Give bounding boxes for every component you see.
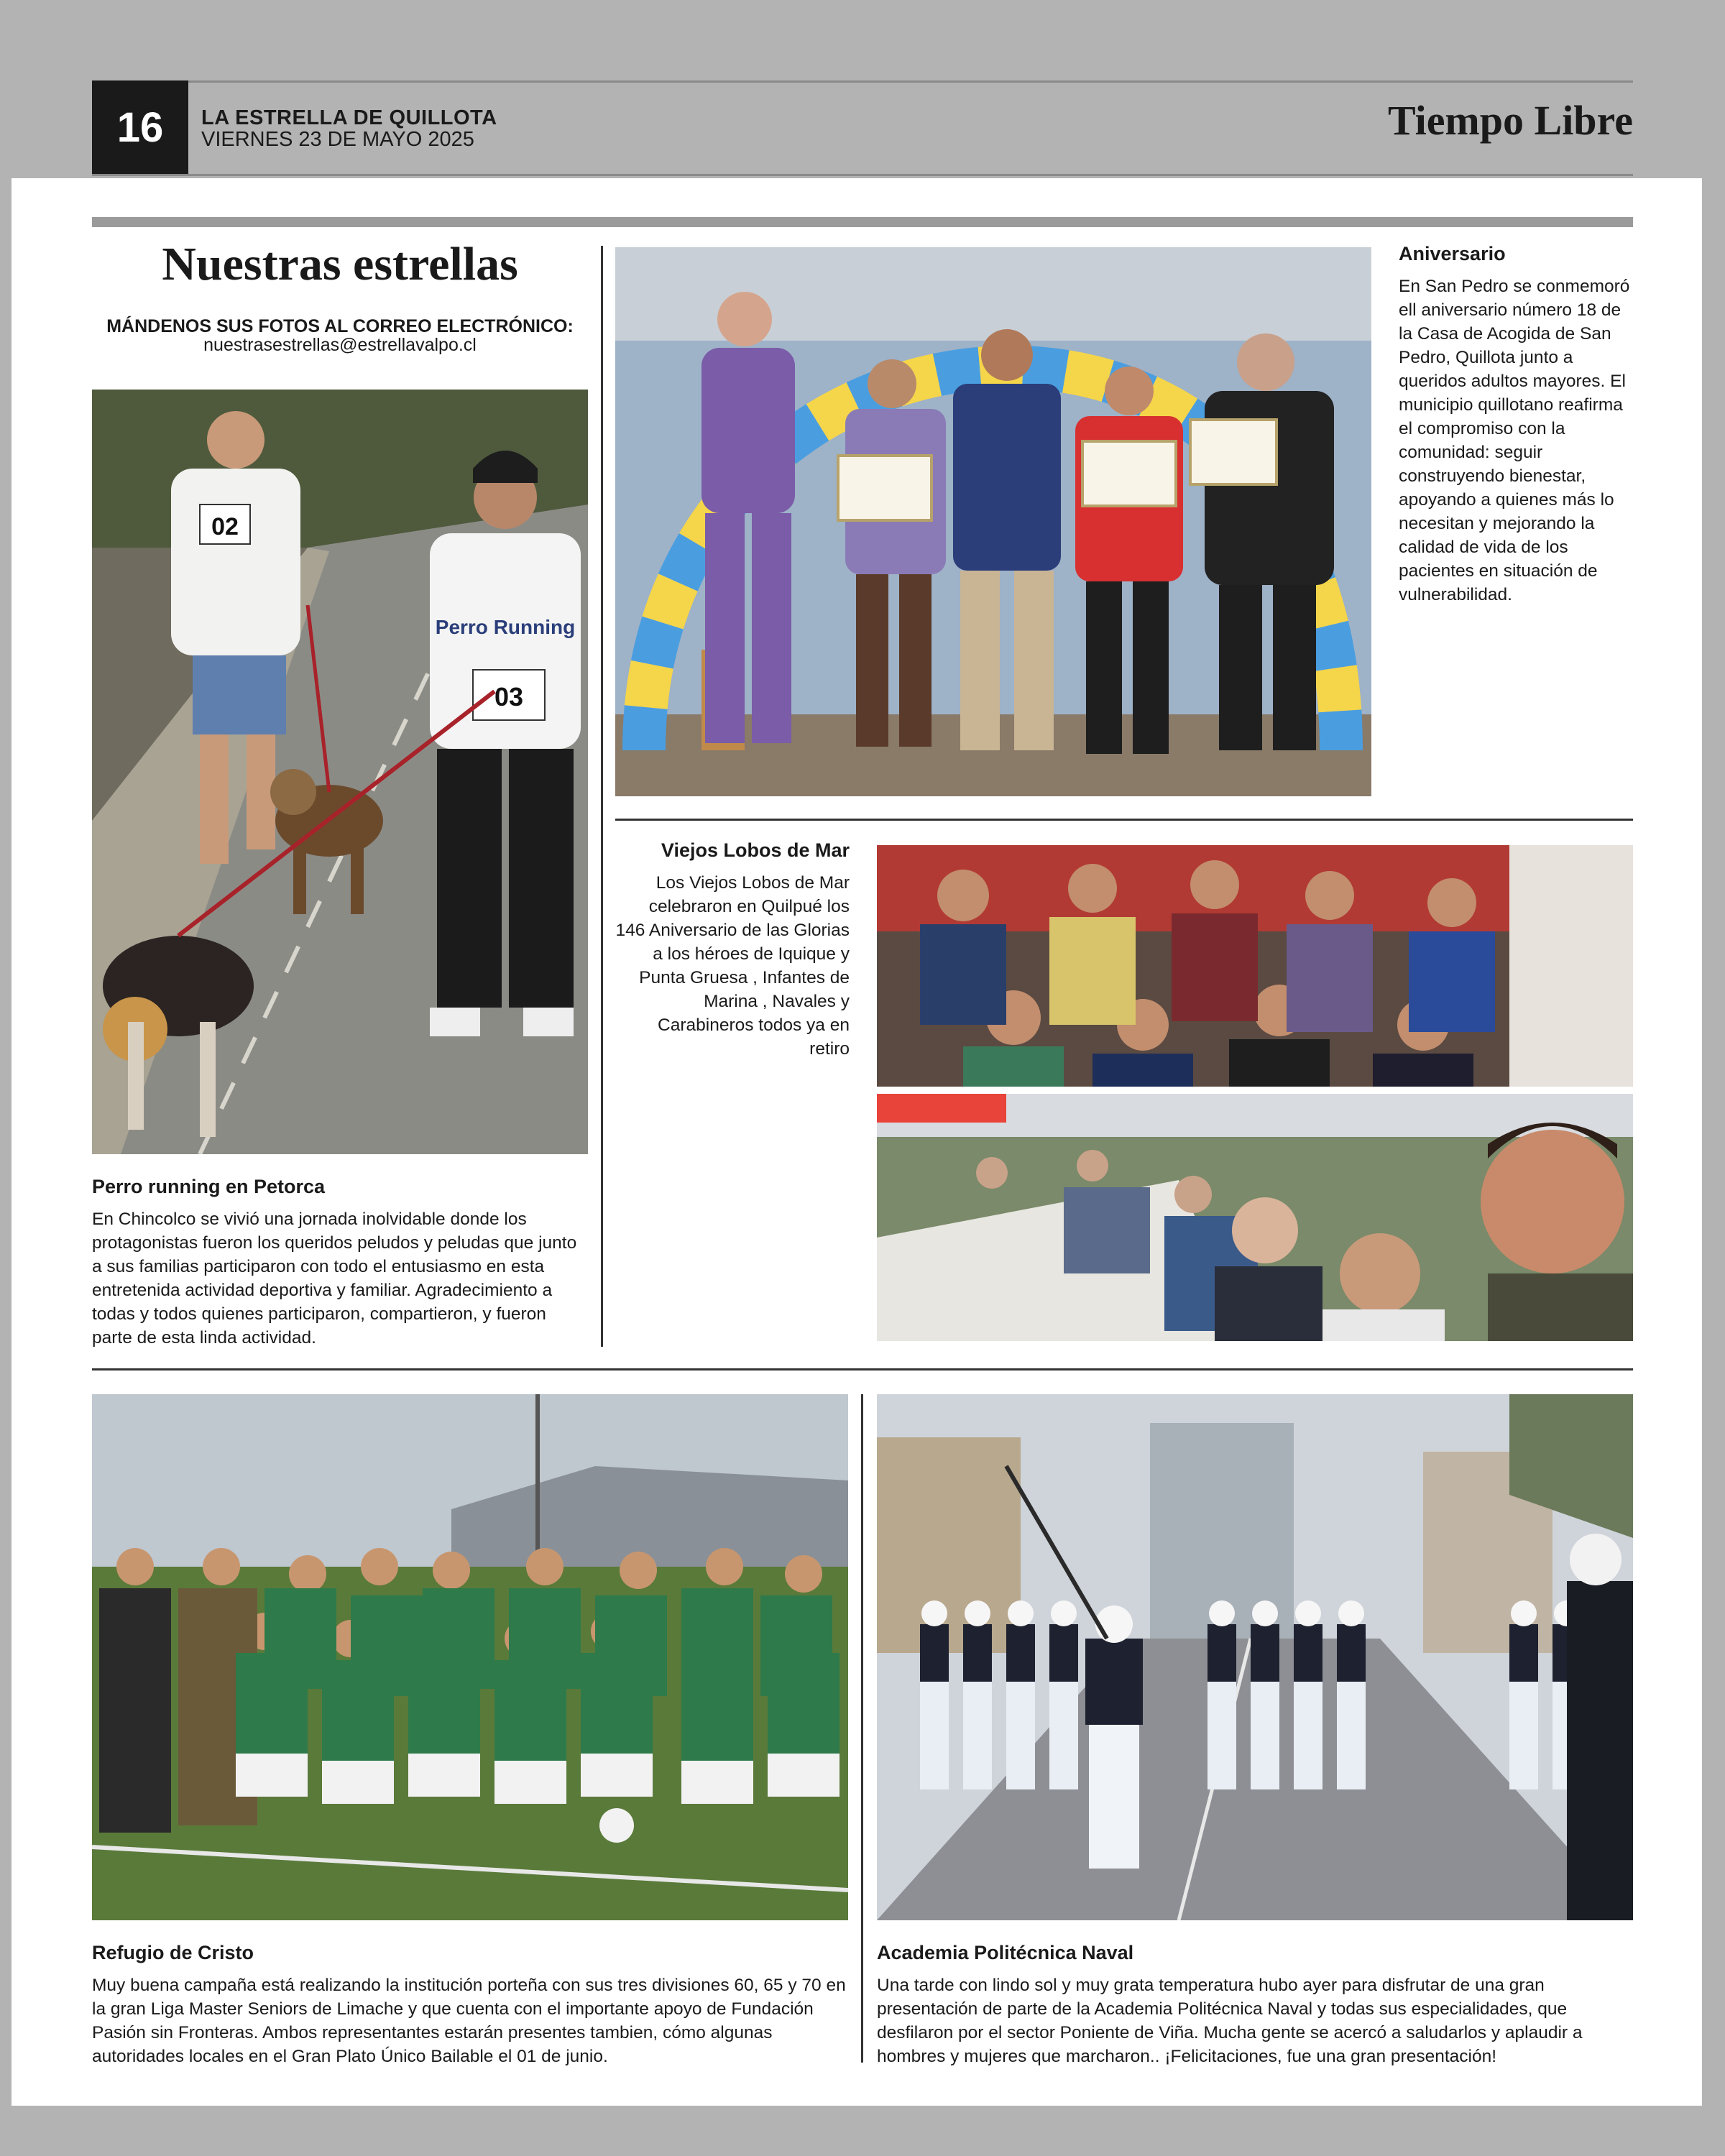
photo-academia	[877, 1394, 1633, 1920]
photo-lobos-table	[877, 1094, 1633, 1341]
divider-upper-lower	[92, 1368, 1633, 1370]
body-academia: Una tarde con lindo sol y muy grata temperatura hubo ayer para disfrutar de una gran presentación de parte de la Academia Politécnica Naval y todas sus especialidades, que desfilaron por el sector Poniente de Viña. Mucha gente se acercó a saludarlos y aplaudir a hombres y mujeres que marcharon.. ¡Felicitaciones, fue una gran presentación!	[877, 1976, 1583, 2066]
column-divider-bottom	[861, 1394, 863, 2063]
headline-academia: Academia Politécnica Naval	[877, 1942, 1134, 1963]
column-divider-left	[601, 246, 603, 1347]
page-number: 16	[92, 80, 188, 174]
shirt-text: Perro Running	[435, 616, 576, 638]
headline-aniversario: Aniversario	[1399, 243, 1506, 264]
photo-perro-running	[92, 390, 588, 1154]
header-bottom-rule	[92, 174, 1633, 176]
section-title: Tiempo Libre	[1387, 97, 1633, 144]
headline-refugio: Refugio de Cristo	[92, 1942, 254, 1963]
headline-lobos: Viejos Lobos de Mar	[661, 839, 850, 861]
header-top-rule	[92, 80, 1633, 83]
bib-03: 03	[494, 682, 524, 711]
body-aniversario: En San Pedro se conmemoró ell aniversario número 18 de la Casa de Acogida de San Pedro, Quillota junto a queridos adultos mayores. El municipio quillotano reafirma el compromiso con la comunidad: seguir construyendo bienestar, apoyando a quienes más lo necesitan y mejorando la calidad de vida de los pacientes en situación de vulnerabilidad.	[1399, 277, 1630, 604]
paper-name: LA ESTRELLA DE QUILLOTA	[201, 106, 497, 129]
photo-refugio	[92, 1394, 848, 1920]
email-address[interactable]: nuestrasestrellas@estrellavalpo.cl	[203, 335, 477, 355]
photo-lobos-group	[877, 845, 1633, 1087]
top-rule-bar	[92, 217, 1633, 227]
body-lobos: Los Viejos Lobos de Mar celebraron en Quilpué los 146 Aniversario de las Glorias a los héroes de Iquique y Punta Gruesa , Infantes de Marina , Navales y Carabineros todos ya en retiro	[615, 873, 850, 1059]
bib-02: 02	[211, 513, 239, 540]
headline-perro: Perro running en Petorca	[92, 1176, 326, 1197]
page-title: Nuestras estrellas	[162, 238, 518, 290]
divider-aniversario-lobos	[615, 819, 1633, 821]
body-refugio: Muy buena campaña está realizando la institución porteña con sus tres divisiones 60, 65 y 70 en la gran Liga Master Seniors de Limache y que cuenta con el importante apoyo de Fundación Pasión sin Fronteras. Ambos representantes estarán presentes tambien, cómo algunas autoridades locales en el Gran Plato Único Bailable el 01 de junio.	[92, 1976, 846, 2066]
paper-date: VIERNES 23 DE MAYO 2025	[201, 128, 474, 151]
email-label: MÁNDENOS SUS FOTOS AL CORREO ELECTRÓNICO:	[106, 316, 574, 336]
photo-aniversario	[615, 247, 1371, 796]
body-perro: En Chincolco se vivió una jornada inolvidable donde los protagonistas fueron los queridos peludos y peludas que junto a sus familias participaron con todo el entusiasmo en esta entretenida actividad deportiva y familiar. Agradecimiento a todas y todos quienes participaron, compartieron, y fueron parte de esta linda actividad.	[92, 1210, 577, 1348]
